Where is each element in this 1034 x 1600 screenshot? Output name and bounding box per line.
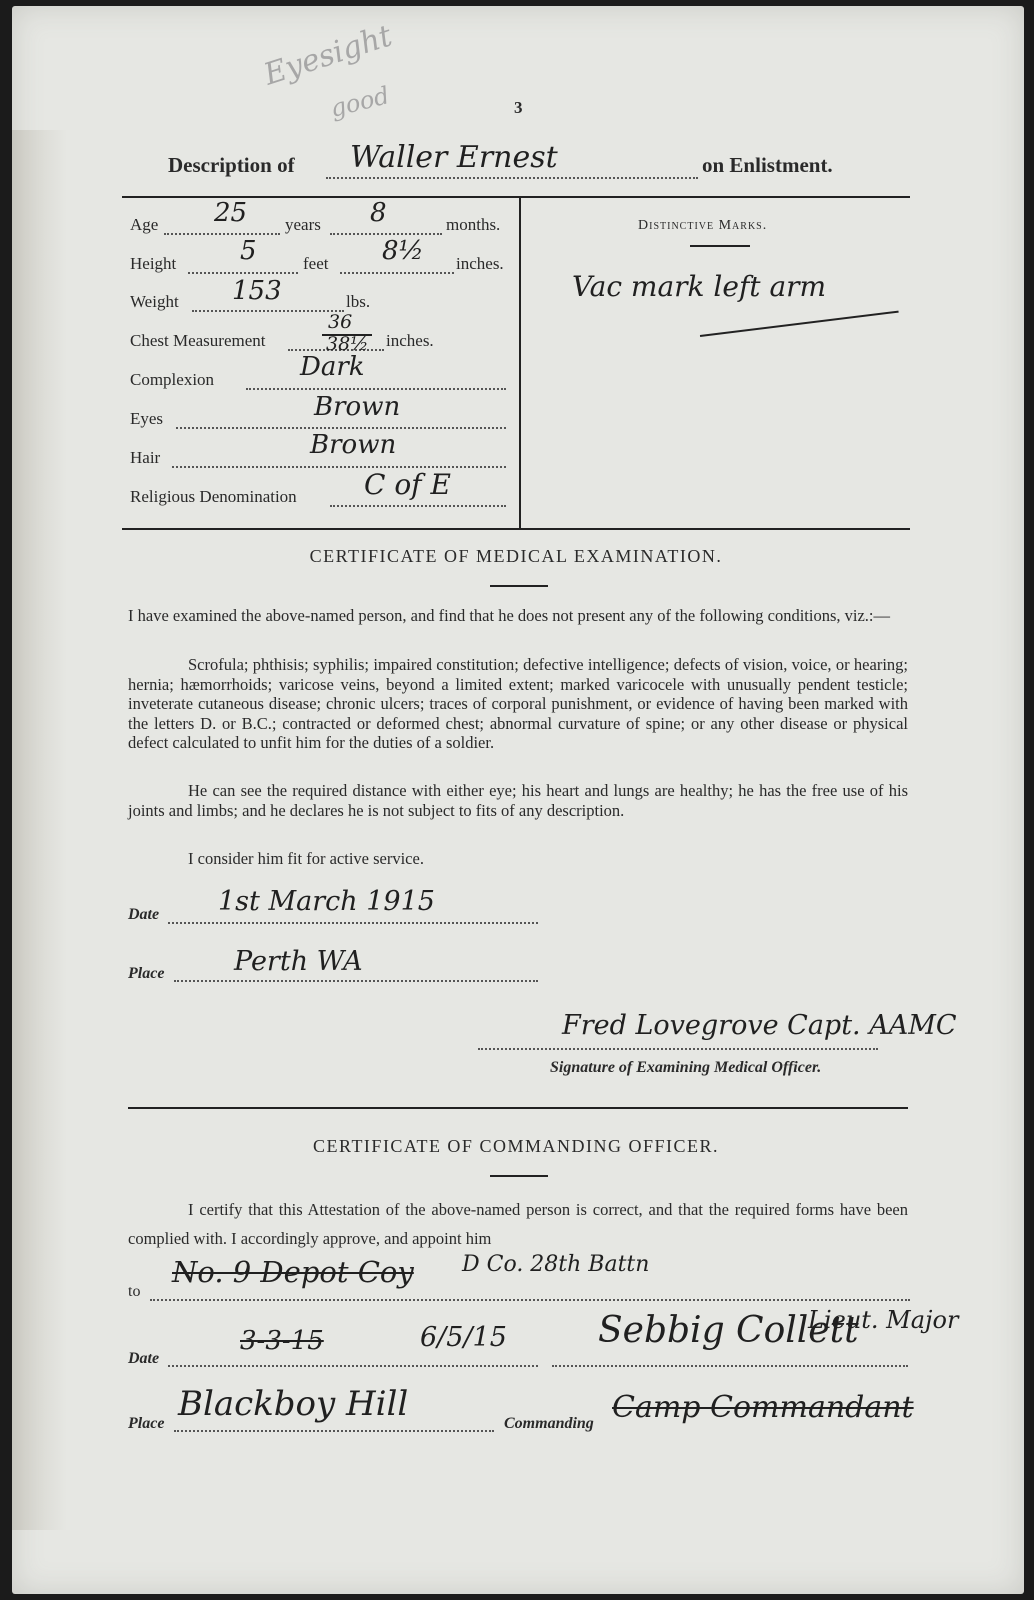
medical-place-label: Place [128, 965, 165, 982]
commanding-para1: I certify that this Attestation of the above-named person is correct, and that the required forms have been complied with. I accordingly approve, and appoint him [128, 1200, 908, 1248]
page-number: 3 [514, 98, 523, 117]
medical-date-label: Date [128, 906, 160, 923]
height-inches: 8½ [382, 236, 424, 266]
pencil-note-line2: good [327, 81, 393, 123]
commanding-heading: CERTIFICATE OF COMMANDING OFFICER. [313, 1136, 719, 1156]
enlistee-name: Waller Ernest [350, 140, 558, 175]
section-divider [128, 1107, 908, 1109]
medical-place-value: Perth WA [234, 946, 363, 977]
title-prefix: Description of [168, 153, 295, 177]
commanding-label: Commanding [504, 1415, 594, 1432]
chest-min: 36 [328, 311, 353, 333]
commanding-struck: Camp Commandant [612, 1390, 914, 1425]
medical-para2: Scrofula; phthisis; syphilis; impaired constitution; defective intelligence; defects of vision, voice, or hearing; hernia; hæmorrhoids; varicose veins, beyond a limited extent; marked varicocele with unusually pendent testicle; inveterate cutaneous disease; chronic ulcers; traces of corporal punishment, or evidence of having been marked with the letters D. or B.C.; contracted or deformed chest; abnormal curvature of spine; or any other disease or physical defect calculated to unfit him for the duties of a soldier. [128, 655, 908, 752]
religion-value: C of E [364, 468, 451, 501]
commanding-place-value: Blackboy Hill [178, 1384, 409, 1424]
commanding-to-label: to [128, 1283, 141, 1300]
medical-para1: I have examined the above-named person, and find that he does not present any of the following conditions, viz.:— [128, 606, 890, 625]
weight-value: 153 [232, 276, 282, 306]
paper-stain [12, 130, 67, 1530]
bottom-rule [122, 528, 910, 530]
commanding-to-struck: No. 9 Depot Coy [172, 1255, 414, 1289]
distinctive-marks-value: Vac mark left arm [572, 270, 827, 303]
commanding-signature: Sebbig Collett [598, 1310, 859, 1351]
distinctive-marks-heading: Distinctive Marks. [638, 218, 768, 233]
height-feet: 5 [240, 236, 257, 266]
commanding-date-value: 6/5/15 [420, 1322, 507, 1353]
commanding-date-label: Date [128, 1350, 160, 1367]
medical-date-value: 1st March 1915 [218, 886, 435, 917]
eyes-value: Brown [314, 392, 401, 422]
medical-para3: He can see the required distance with either eye; his heart and lungs are healthy; he has the free use of his joints and limbs; and he declares he is not subject to fits of any description. [128, 781, 908, 820]
commanding-to-value: D Co. 28th Battn [462, 1252, 650, 1277]
medical-signature-caption: Signature of Examining Medical Officer. [550, 1059, 822, 1076]
medical-heading: CERTIFICATE OF MEDICAL EXAMINATION. [309, 546, 723, 566]
title-suffix: on Enlistment. [702, 153, 833, 177]
complexion-value: Dark [300, 352, 365, 382]
commanding-date-struck: 3-3-15 [240, 1326, 324, 1356]
age-months: 8 [370, 198, 387, 228]
chest-max: 38½ [326, 333, 369, 355]
hair-value: Brown [310, 430, 397, 460]
pencil-note-line1: Eyesight [259, 18, 397, 93]
medical-para4: I consider him fit for active service. [188, 849, 424, 868]
age-years: 25 [214, 198, 248, 228]
medical-officer-signature: Fred Lovegrove Capt. AAMC [562, 1010, 957, 1041]
commanding-signature-title: Lieut. Major [808, 1306, 959, 1334]
column-divider [519, 198, 521, 528]
commanding-place-label: Place [128, 1415, 165, 1432]
